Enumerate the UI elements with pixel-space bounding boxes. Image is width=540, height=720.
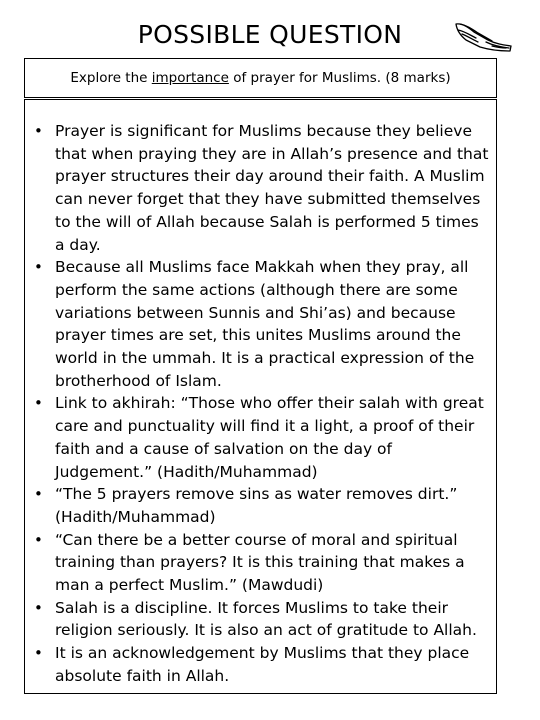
answer-point xyxy=(31,392,490,483)
answer-box xyxy=(24,99,497,694)
answer-point xyxy=(31,597,490,642)
praying-hands-icon xyxy=(452,20,514,54)
answer-point xyxy=(31,120,490,256)
bullet: • xyxy=(34,394,43,413)
bullet: • xyxy=(34,530,43,549)
question-text-start: Explore the xyxy=(70,70,152,86)
question-text xyxy=(70,70,450,86)
answer-point xyxy=(31,529,490,597)
question-box xyxy=(24,58,497,98)
bullet: • xyxy=(34,598,43,617)
answer-point-text: “The 5 prayers remove sins as water removes dirt.” (Hadith/Muhammad) xyxy=(55,485,458,526)
page-title: POSSIBLE QUESTION xyxy=(137,20,403,49)
answer-point-text: Prayer is significant for Muslims because they believe that when praying they are in Allah’s presence and that prayer structures their day around their faith. A Muslim can never forget that they have submitted themselves to the will of Allah because Salah is performed 5 times a day. xyxy=(55,122,489,254)
answer-point-text: Because all Muslims face Makkah when they pray, all perform the same actions (although there are some variations between Sunnis and Shi’as) and because prayer times are set, this unites Muslims around the world in the ummah. It is a practical expression of the brotherhood of Islam. xyxy=(55,258,475,390)
bullet: • xyxy=(34,644,43,663)
answer-point xyxy=(31,256,490,392)
answer-point-text: Link to akhirah: “Those who offer their salah with great care and punctuality will find it a light, a proof of their faith and a cause of salvation on the day of Judgement.” (Hadith/Muhammad) xyxy=(55,394,484,481)
answer-point xyxy=(31,483,490,528)
bullet: • xyxy=(34,122,43,140)
question-text-end: of prayer for Muslims. (8 marks) xyxy=(228,70,451,86)
bullet: • xyxy=(34,258,43,277)
answer-list xyxy=(31,120,490,688)
question-keyword: importance xyxy=(151,70,229,86)
answer-point-text: “Can there be a better course of moral and spiritual training than prayers? It is this training that makes a man a perfect Muslim.” (Mawdudi) xyxy=(55,530,465,595)
bullet: • xyxy=(34,485,43,504)
answer-point xyxy=(31,642,490,687)
answer-point-text: Salah is a discipline. It forces Muslims to take their religion seriously. It is also an act of gratitude to Allah. xyxy=(55,598,477,640)
answer-point-text: It is an acknowledgement by Muslims that they place absolute faith in Allah. xyxy=(55,644,470,685)
